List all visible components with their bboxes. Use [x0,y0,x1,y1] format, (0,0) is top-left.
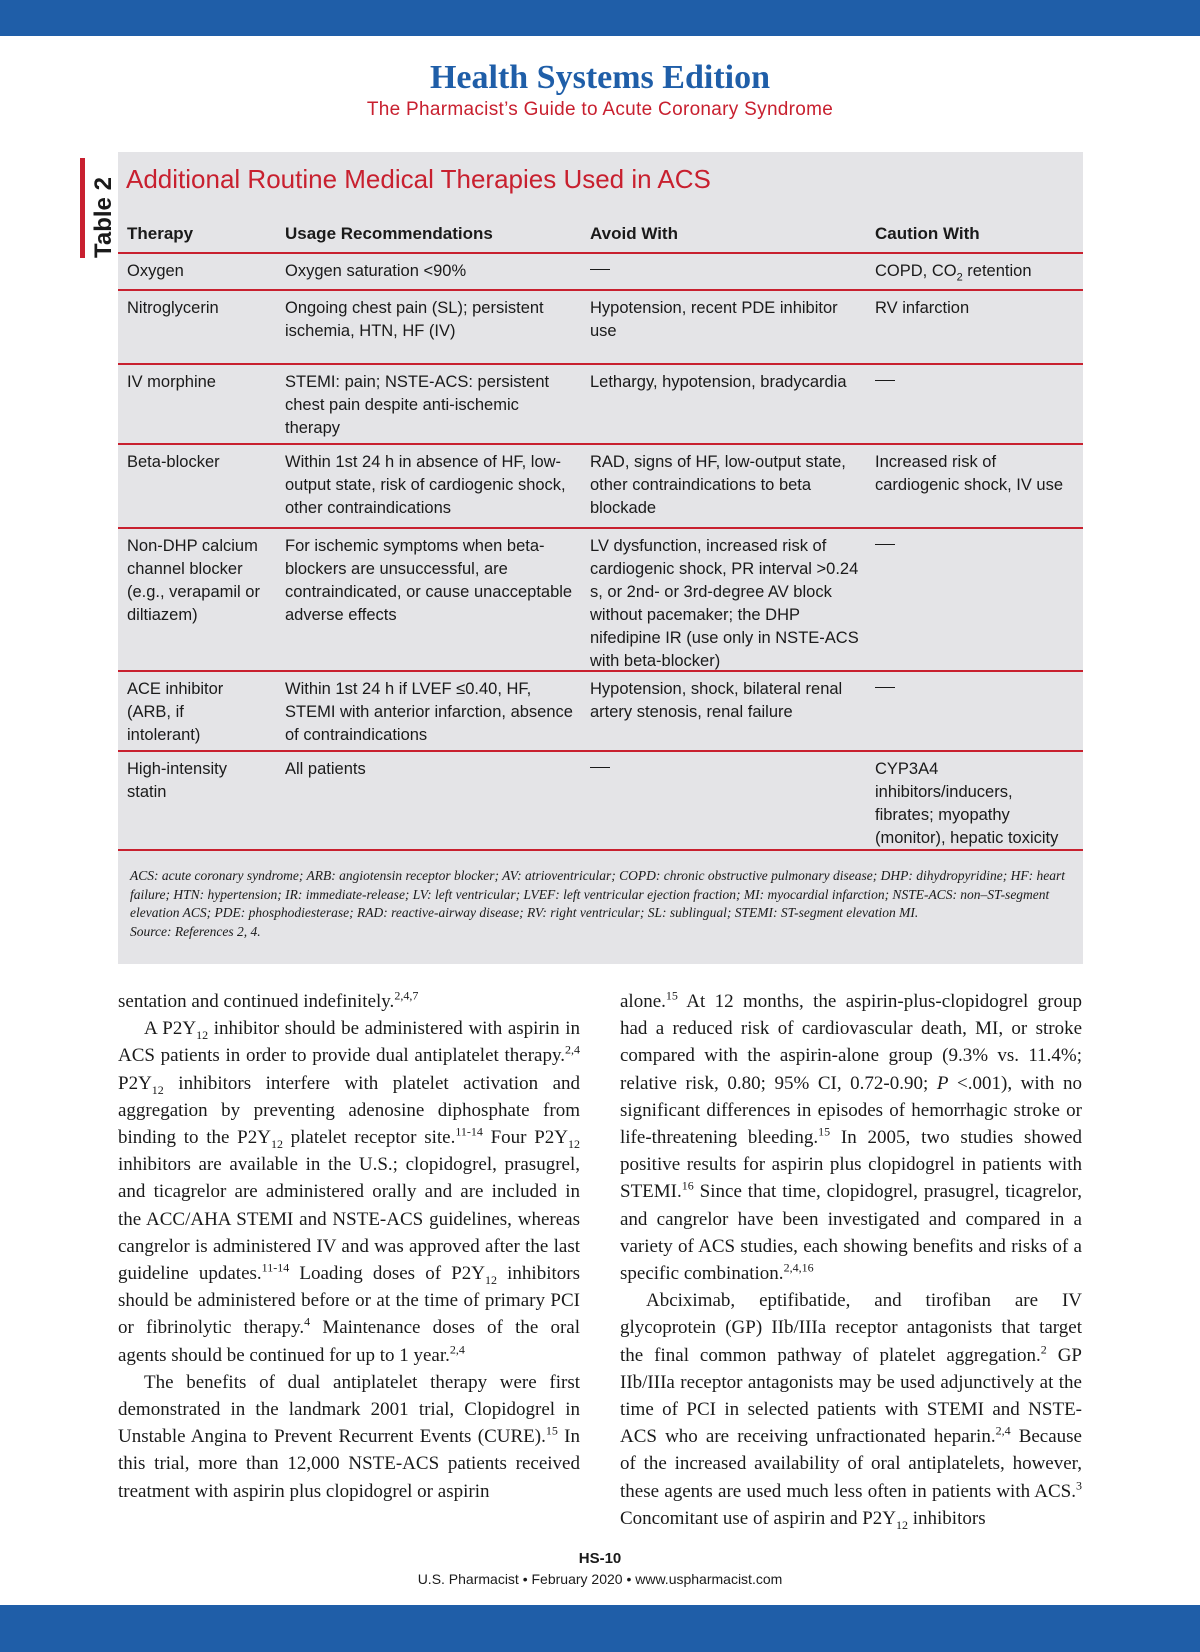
table-row [118,291,1083,365]
abbreviations: ACS: acute coronary syndrome; ARB: angiotensin receptor blocker; AV: atrioventricular; COPD: chronic obstructive pulmonary disease; DHP: dihydropyridine; HF: heart failure; HTN: hypertension; IR: immediate-release; LV: left ventricular; LVEF: left ventricular ejection fraction; MI: myocardial infarction; NSTE-ACS: non–ST-segment elevation ACS; PDE: phosphodiesterase; RAD: reactive-airway disease; RV: right ventricular; SL: sublingual; STEMI: ST-segment elevation MI. [130,868,1065,920]
em-dash [875,380,895,381]
table-row [118,254,1083,291]
bottom-band [0,1605,1200,1652]
paragraph: alone.$^{15}$ At 12 months, the aspirin-plus-clopidogrel group had a reduced risk of cardiovascular death, MI, or stroke compared with the aspirin-alone group (9.3% vs. 11.4%; relative risk, 0.80; 95% CI, 0.72-0.90; P <.001), with no significant differences in episodes of hemorrhagic stroke or life-threatening bleeding.$^{15}$ In 2005, two studies showed positive results for aspirin plus clopidogrel in patients with STEMI.$^{16}$ Since that time, clopidogrel, prasugrel, ticagrelor, and cangrelor have been investigated and compared in a variety of ACS studies, each showing benefits and risks of a specific combination.$^{2,4,16}$ [620,988,1082,1285]
paragraph: sentation and continued indefinitely.$^{2,4,7}$ [118,988,419,1012]
cell-therapy: High-intensity statin [127,760,227,801]
table-row [118,529,1083,672]
page-footer [0,1549,1200,1589]
em-dash [590,767,610,768]
body-column-left [118,988,580,1505]
cell-usage: STEMI: pain; NSTE-ACS: persistent chest pain despite anti-ischemic therapy [285,373,550,437]
cell-avoid [590,758,860,781]
cell-therapy: Non-DHP calcium channel blocker (e.g., verapamil or diltiazem) [127,537,260,624]
cell-avoid: Lethargy, hypotension, bradycardia [590,373,847,391]
cell-therapy: Beta-blocker [127,453,220,471]
cell-avoid: Hypotension, recent PDE inhibitor use [590,299,838,340]
paragraph: The benefits of dual antiplatelet therapy were first demonstrated in the landmark 2001 trial, Clopidogrel in Unstable Angina to Prevent Recurrent Events (CURE).$^{15}$ In this trial, more than 12,000 NSTE-ACS patients received treatment with aspirin plus clopidogrel or aspirin [118,1371,581,1502]
cell-caution [875,371,1075,394]
cell-usage: Within 1st 24 h if LVEF ≤0.40, HF, STEMI with anterior infarction, absence of contraindications [285,680,573,744]
cell-therapy: Nitroglycerin [127,299,219,317]
masthead [0,58,1200,122]
cell-therapy: Oxygen [127,262,184,280]
therapy-table [118,152,1083,964]
table-tag [80,158,123,258]
cell-caution: CYP3A4 inhibitors/inducers, fibrates; myopathy (monitor), hepatic toxicity [875,760,1059,847]
body-column-right [620,988,1082,1532]
cell-usage: All patients [285,760,366,778]
cell-caution: COPD, $CO_2$ retention [875,262,1032,284]
em-dash [590,269,610,270]
header-caution: Caution With [875,224,980,243]
cell-therapy: ACE inhibitor (ARB, if intolerant) [127,680,224,744]
paragraph: A $P2Y_{12}$ inhibitor should be administered with aspirin in ACS patients in order to provide dual antiplatelet therapy.$^{2,4}$ $P2Y_{12}$ inhibitors interfere with platelet activation and aggregation by preventing adenosine diphosphate from binding to the $P2Y_{12}$ platelet receptor site.$^{11-14}$ Four $P2Y_{12}$ inhibitors are available in the U.S.; clopidogrel, prasugrel, and ticagrelor are administered orally and are included in the ACC/AHA STEMI and NSTE-ACS guidelines, whereas cangrelor is administered IV and was approved after the last guideline updates.$^{11-14}$ Loading doses of $P2Y_{12}$ inhibitors should be administered before or at the time of primary PCI or fibrinolytic therapy.$^4$ Maintenance doses of the oral agents should be continued for up to 1 year.$^{2,4}$ [118,1018,581,1366]
table-row [118,365,1083,445]
table-footnote [130,867,1075,941]
cell-therapy: IV morphine [127,373,216,391]
cell-usage: For ischemic symptoms when beta-blockers are unsuccessful, are contraindicated, or cause unacceptable adverse effects [285,537,573,624]
header-avoid: Avoid With [590,224,678,243]
cell-avoid: LV dysfunction, increased risk of cardiogenic shock, PR interval >0.24 s, or 2nd- or 3rd-degree AV block without pacemaker; the DHP nifedipine IR (use only in NSTE-ACS with beta-blocker) [590,537,859,670]
publication-citation: U.S. Pharmacist • February 2020 • www.uspharmacist.com [417,1571,783,1587]
table-source: Source: References 2, 4. [130,923,261,939]
header-usage: Usage Recommendations [285,224,493,243]
cell-caution [875,535,1075,558]
cell-avoid [590,260,860,283]
table-row [118,672,1083,752]
cell-caution: Increased risk of cardiogenic shock, IV use [875,453,1064,494]
table-tag-label: Table 2 [90,177,117,258]
guide-subtitle: The Pharmacist’s Guide to Acute Coronary Syndrome [366,99,834,120]
top-band [0,0,1200,36]
paragraph: Abciximab, eptifibatide, and tirofiban are IV glycoprotein (GP) IIb/IIIa receptor antagonists that target the final common pathway of platelet aggregation.$^2$ GP IIb/IIIa receptor antagonists may be used adjunctively at the time of PCI in selected patients with STEMI and NSTE-ACS who are receiving unfractionated heparin.$^{2,4}$ Because of the increased availability of oral antiplatelets, however, these agents are used much less often in patients with ACS.$^3$ Concomitant use of aspirin and $P2Y_{12}$ inhibitors [620,1290,1083,1532]
table-row [118,445,1083,529]
cell-usage: Ongoing chest pain (SL); persistent ischemia, HTN, HF (IV) [285,299,544,340]
cell-caution [875,678,1075,701]
em-dash [875,687,895,688]
table-header [118,214,1083,254]
table-row [118,752,1083,851]
cell-caution: RV infarction [875,299,970,317]
cell-usage: Within 1st 24 h in absence of HF, low-output state, risk of cardiogenic shock, other contraindications [285,453,566,517]
header-therapy: Therapy [127,224,194,243]
table-title: Additional Routine Medical Therapies Used in ACS [126,164,711,194]
page-number: HS-10 [578,1550,622,1567]
cell-usage: Oxygen saturation <90% [285,262,467,280]
cell-avoid: Hypotension, shock, bilateral renal artery stenosis, renal failure [590,680,843,721]
em-dash [875,544,895,545]
cell-avoid: RAD, signs of HF, low-output state, other contraindications to beta blockade [590,453,846,517]
edition-title: Health Systems Edition [429,59,771,96]
